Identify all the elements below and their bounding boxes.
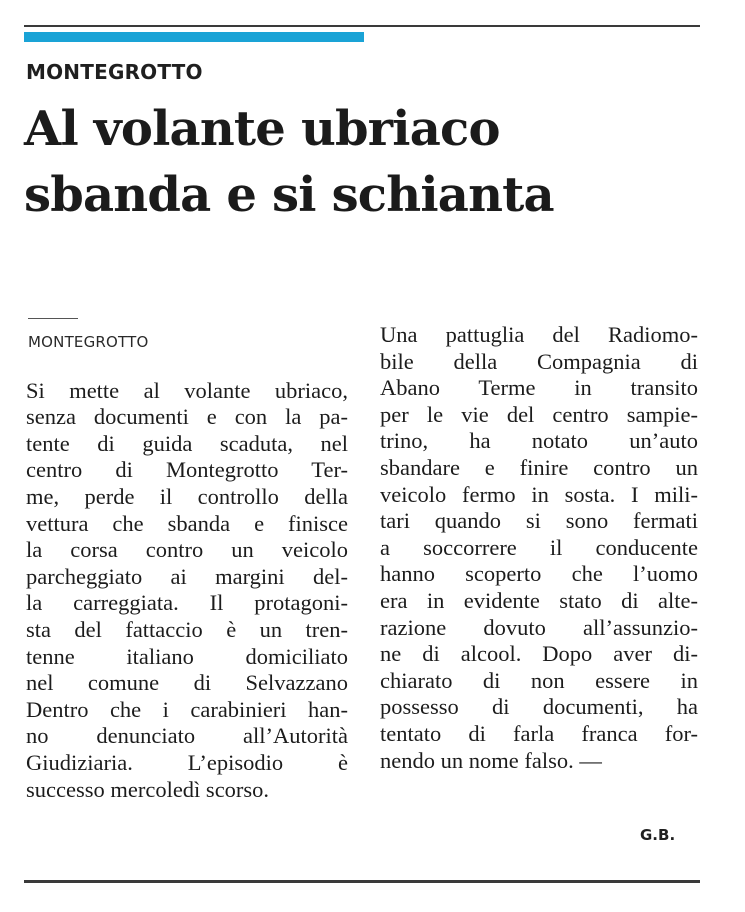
body-line: tentato di farla franca for-: [380, 720, 698, 746]
body-line: ne di alcool. Dopo aver di-: [380, 641, 698, 667]
body-text-left: [26, 378, 348, 804]
body-line: era in evidente stato di alte-: [380, 587, 698, 613]
headline: [24, 96, 714, 228]
column-right: [380, 322, 698, 774]
body-line: la carreggiata. Il protagoni-: [26, 590, 348, 616]
headline-line-2: sbanda e si schianta: [24, 167, 554, 223]
body-line: Si mette al volante ubriaco,: [26, 377, 348, 403]
body-line: Abano Terme in transito: [380, 375, 698, 401]
body-text-right: [380, 322, 698, 774]
body-line: nendo un nome falso. —: [380, 747, 602, 773]
top-rule: [24, 25, 700, 27]
body-line: sbandare e finire contro un: [380, 454, 698, 480]
body-line: Dentro che i carabinieri han-: [26, 696, 348, 722]
body-line: vettura che sbanda e finisce: [26, 510, 348, 536]
author-signature: G.B.: [640, 826, 676, 844]
body-line: Una pattuglia del Radiomo-: [380, 322, 698, 347]
body-line: la corsa contro un veicolo: [26, 537, 348, 563]
body-line: veicolo fermo in sosta. I mili-: [380, 481, 698, 507]
body-line: me, perde il controllo della: [26, 483, 348, 509]
body-line: centro di Montegrotto Ter-: [26, 457, 348, 483]
bottom-rule: [24, 880, 700, 883]
column-left: [26, 318, 348, 803]
body-line: tente di guida scaduta, nel: [26, 430, 348, 456]
body-line: razione dovuto all’assunzio-: [380, 614, 698, 640]
accent-bar: [24, 32, 364, 42]
section-kicker: MONTEGROTTO: [26, 60, 203, 84]
dateline-rule: [28, 318, 78, 319]
body-line: no denunciato all’Autorità: [26, 723, 348, 749]
body-line: possesso di documenti, ha: [380, 694, 698, 720]
body-line: hanno scoperto che l’uomo: [380, 561, 698, 587]
body-line: per le vie del centro sampie-: [380, 401, 698, 427]
headline-line-1: Al volante ubriaco: [24, 101, 500, 157]
body-line: parcheggiato ai margini del-: [26, 563, 348, 589]
body-line: sta del fattaccio è un tren-: [26, 616, 348, 642]
body-line: tenne italiano domiciliato: [26, 643, 348, 669]
body-line: a soccorrere il conducente: [380, 534, 698, 560]
body-line: tari quando si sono fermati: [380, 508, 698, 534]
body-line: senza documenti e con la pa-: [26, 404, 348, 430]
body-line: trino, ha notato un’auto: [380, 428, 698, 454]
body-line: nel comune di Selvazzano: [26, 670, 348, 696]
body-line: chiarato di non essere in: [380, 667, 698, 693]
dateline: MONTEGROTTO: [28, 333, 149, 351]
body-line: bile della Compagnia di: [380, 348, 698, 374]
body-line: successo mercoledì scorso.: [26, 776, 270, 802]
body-line: Giudiziaria. L’episodio è: [26, 749, 348, 775]
